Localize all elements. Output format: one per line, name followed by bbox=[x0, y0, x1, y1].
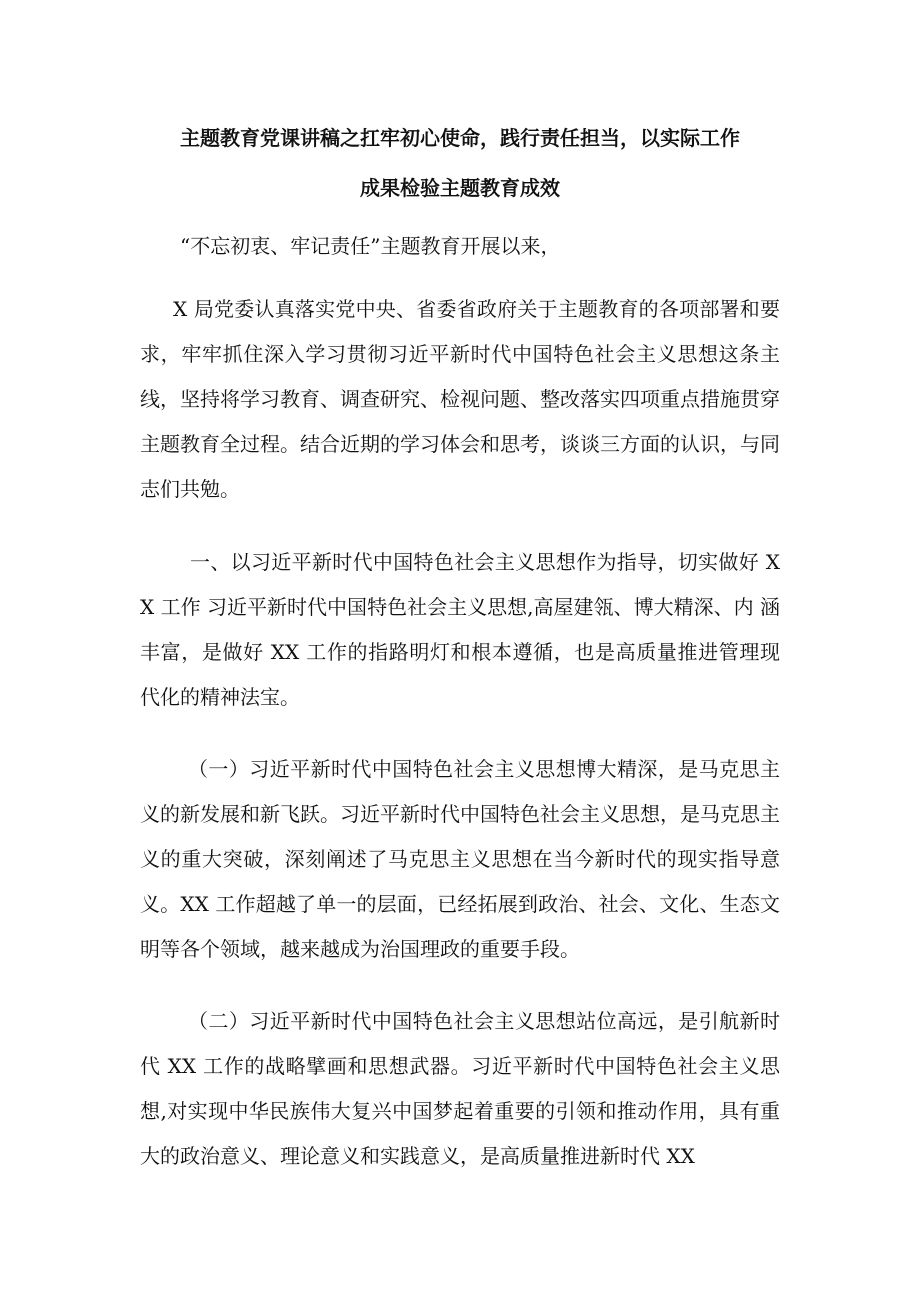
intro-paragraph: “不忘初衷、牢记责任”主题教育开展以来， bbox=[180, 234, 561, 258]
document-title-line-2: 成果检验主题教育成效 bbox=[360, 176, 560, 200]
subsection-two-paragraph: （二）习近平新时代中国特色社会主义思想站位高远，是引航新时代 XX 工作的战略擘画和思想武器。习近平新时代中国特色社会主义思想,对实现中华民族伟大复兴中国梦起着重要的引领和推动作用，具有重大的政治意义、理论意义和实践意义，是高质量推进新时代 XX bbox=[140, 1009, 780, 1168]
document-title-line-1: 主题教育党课讲稿之扛牢初心使命，践行责任担当，以实际工作 bbox=[180, 126, 740, 150]
body-paragraph-1: X 局党委认真落实党中央、省委省政府关于主题教育的各项部署和要求，牢牢抓住深入学习贯彻习近平新时代中国特色社会主义思想这条主线，坚持将学习教育、调查研究、检视问题、整改落实四项重点措施贯穿主题教育全过程。结合近期的学习体会和思考，谈谈三方面的认识，与同志们共勉。 bbox=[140, 297, 780, 501]
subsection-one-paragraph: （一）习近平新时代中国特色社会主义思想博大精深，是马克思主义的新发展和新飞跃。习近平新时代中国特色社会主义思想，是马克思主义的重大突破，深刻阐述了马克思主义思想在当今新时代的现实指导意义。XX 工作超越了单一的层面，已经拓展到政治、社会、文化、生态文明等各个领域，越来越成为治国理政的重要手段。 bbox=[140, 757, 780, 961]
section-one-paragraph: 一、以习近平新时代中国特色社会主义思想作为指导，切实做好 XX 工作 习近平新时代中国特色社会主义思想,高屋建瓴、博大精深、内 涵丰富，是做好 XX 工作的指路明灯和根本遵循，也是高质量推进管理现代化的精神法宝。 bbox=[140, 550, 780, 709]
